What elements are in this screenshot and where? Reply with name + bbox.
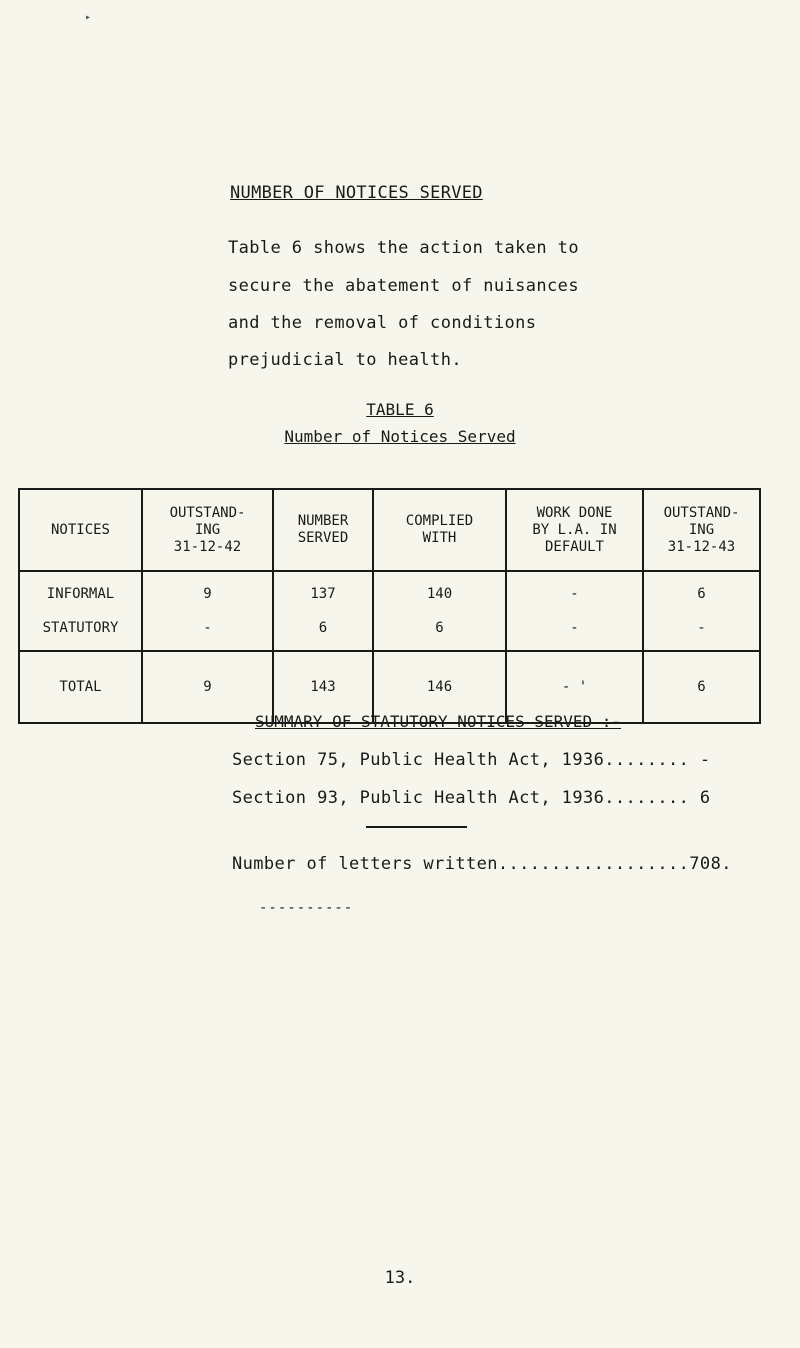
intro-line-2: secure the abatement of nuisances <box>228 276 579 296</box>
header-number-served: NUMBER SERVED <box>273 489 373 571</box>
table-header-row <box>19 489 760 571</box>
row-label-statutory: STATUTORY <box>42 620 119 636</box>
cell-value: - <box>697 620 706 636</box>
letters-written-line: Number of letters written..................708. <box>232 854 732 874</box>
table-title: Number of Notices Served <box>284 427 516 446</box>
table-row <box>19 571 760 651</box>
dashed-divider: ---------- <box>259 900 354 916</box>
intro-line-1: Table 6 shows the action taken to <box>228 238 579 258</box>
cell-value: 6 <box>697 586 706 602</box>
intro-line-4: prejudicial to health. <box>228 350 462 370</box>
total-value: - ' <box>506 651 643 723</box>
summary-line-section-75: Section 75, Public Health Act, 1936........ - <box>232 750 711 770</box>
cell-value: 6 <box>435 620 444 636</box>
header-complied-with: COMPLIED WITH <box>373 489 506 571</box>
total-value: 146 <box>373 651 506 723</box>
header-outstanding-42: OUTSTAND- ING 31-12-42 <box>142 489 273 571</box>
cell-value: - <box>570 620 579 636</box>
total-label: TOTAL <box>19 651 142 723</box>
divider-rule <box>366 826 467 828</box>
header-work-done-default: WORK DONE BY L.A. IN DEFAULT <box>506 489 643 571</box>
section-heading: NUMBER OF NOTICES SERVED <box>230 183 483 203</box>
header-outstanding-43: OUTSTAND- ING 31-12-43 <box>643 489 760 571</box>
page-number: 13. <box>384 1268 416 1288</box>
header-notices: NOTICES <box>19 489 142 571</box>
cell-value: - <box>203 620 212 636</box>
summary-line-section-93: Section 93, Public Health Act, 1936........ 6 <box>232 788 711 808</box>
margin-mark: ▸ <box>85 12 92 23</box>
notices-table <box>18 488 761 724</box>
table-label: TABLE 6 <box>366 400 434 419</box>
cell-value: - <box>570 586 579 602</box>
cell-value: 6 <box>318 620 328 636</box>
cell-value: 9 <box>203 586 212 602</box>
cell-value: 137 <box>310 586 336 602</box>
row-label-informal: INFORMAL <box>46 586 115 602</box>
intro-line-3: and the removal of conditions <box>228 313 537 333</box>
summary-title: SUMMARY OF STATUTORY NOTICES SERVED :- <box>255 712 622 731</box>
cell-value: 140 <box>426 586 453 602</box>
total-value: 6 <box>643 651 760 723</box>
total-value: 9 <box>142 651 273 723</box>
total-value: 143 <box>273 651 373 723</box>
